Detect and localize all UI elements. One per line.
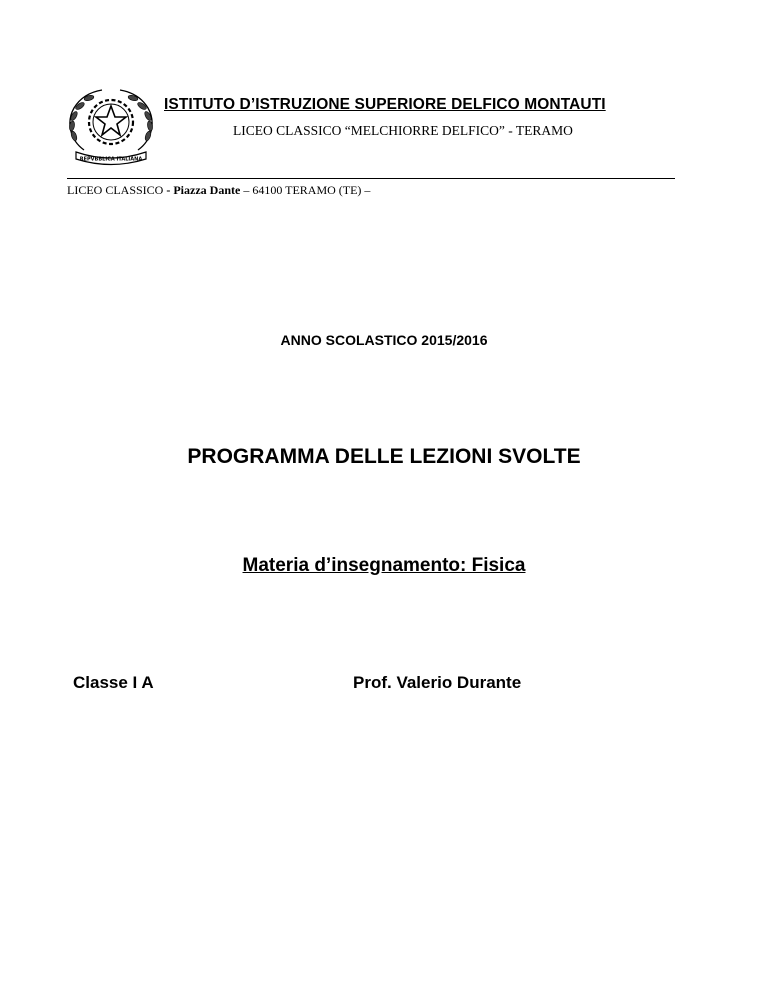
republic-emblem-icon bbox=[62, 86, 160, 166]
class-label: Classe I A bbox=[73, 673, 154, 692]
school-subtitle: LICEO CLASSICO “MELCHIORRE DELFICO” - TERAMO bbox=[233, 123, 573, 138]
document-title: PROGRAMMA DELLE LEZIONI SVOLTE bbox=[187, 445, 581, 468]
school-name: ISTITUTO D’ISTRUZIONE SUPERIORE DELFICO MONTAUTI bbox=[164, 96, 606, 113]
address-part-1: LICEO CLASSICO bbox=[67, 183, 167, 197]
school-year: ANNO SCOLASTICO 2015/2016 bbox=[280, 332, 488, 348]
teacher-label: Prof. Valerio Durante bbox=[353, 673, 522, 692]
subject-heading: Materia d’insegnamento: Fisica bbox=[242, 555, 526, 576]
header-divider bbox=[67, 178, 675, 179]
svg-text:REPVBBLICA ITALIANA: REPVBBLICA ITALIANA bbox=[79, 156, 143, 163]
school-address bbox=[67, 183, 370, 198]
address-part-3: – 64100 TERAMO (TE) – bbox=[243, 183, 371, 197]
address-part-2: - Piazza Dante bbox=[166, 183, 244, 197]
